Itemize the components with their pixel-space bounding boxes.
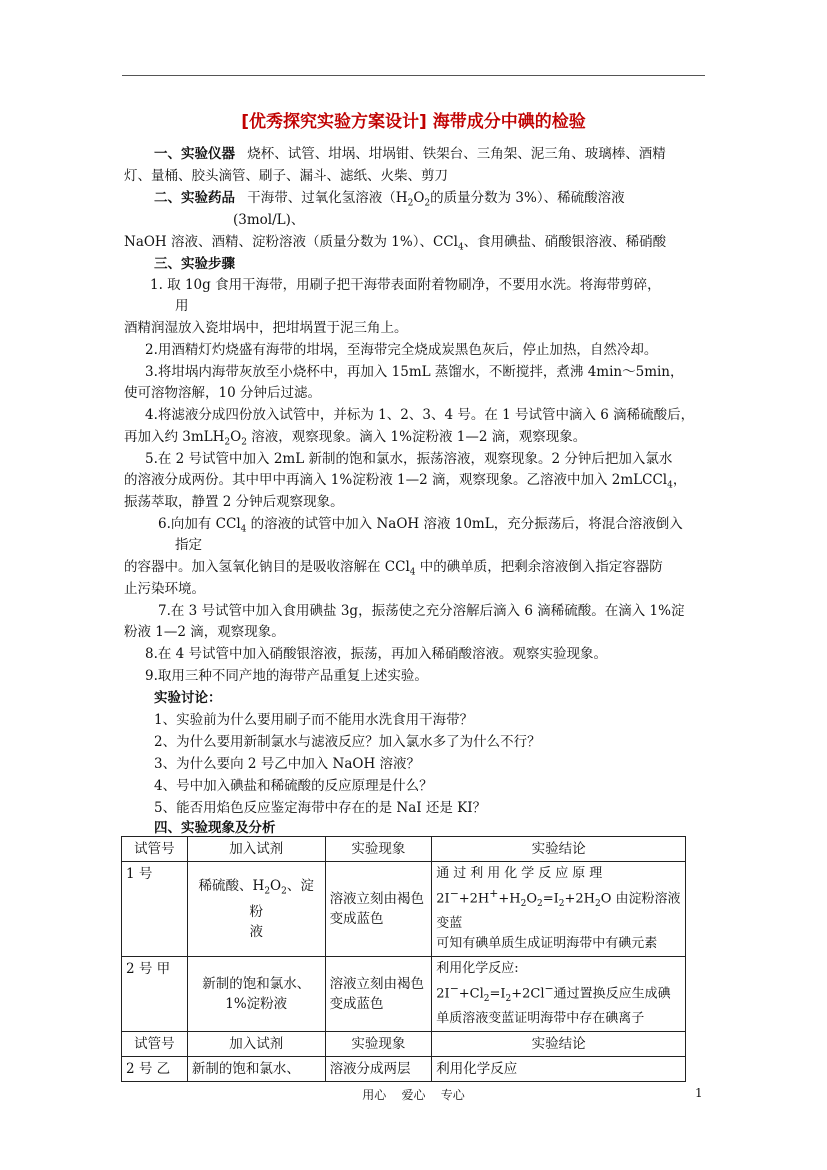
reagents-text: 干海带、过氧化氢溶液（$H_2O_2$的质量分数为 3%）、稀硫酸溶液 (247, 190, 625, 209)
step-1-cont: 用 (175, 298, 189, 314)
step-1: 1. 取 10g 食用干海带，用刷子把干海带表面附着物刷净，不要用水洗。将海带剪碎， (150, 277, 661, 293)
step-5-cont: 的溶液分成两份。其中甲中再滴入 1%淀粉液 1—2 滴，观察现象。乙溶液中加入 2mLCCl$_4$， (124, 472, 687, 491)
discussion-heading: 实验讨论： (154, 690, 222, 706)
table-header: 实验现象 (325, 1031, 432, 1056)
table-header-row (122, 837, 686, 862)
step-6: 6.向加有 CCl$_4$ 的溶液的试管中加入 NaOH 溶液 10mL，充分振荡后，将混合溶液倒入 (158, 516, 683, 535)
step-9: 9.取用三种不同产地的海带产品重复上述实验。 (145, 668, 428, 684)
step-2: 2.用酒精灯灼烧盛有海带的坩埚，至海带完全烧成炭黑色灰后，停止加热，自然冷却。 (145, 342, 658, 358)
table-header: 加入试剂 (187, 1031, 325, 1056)
table-cell: 新制的饱和氯水、1%淀粉液 (187, 956, 325, 1031)
reagents-text-cont2: NaOH 溶液、酒精、淀粉溶液（质量分数为 1%）、CCl$_4$、食用碘盐、硝酸银溶液、稀硝酸 (124, 234, 667, 253)
question-4: 4、号中加入碘盐和稀硫酸的反应原理是什么？ (154, 778, 433, 794)
section-heading-analysis: 四、实验现象及分析 (154, 820, 276, 836)
step-7: 7.在 3 号试管中加入食用碘盐 3g，振荡使之充分溶解后滴入 6 滴稀硫酸。在滴入 1%淀 (158, 603, 685, 619)
step-6-cont2: 的容器中。加入氢氧化钠目的是吸收溶解在 CCl$_4$ 中的碘单质，把剩余溶液倒入指定容器防 (124, 559, 663, 578)
section-heading-steps: 三、实验步骤 (154, 256, 235, 272)
question-2: 2、为什么要用新制氯水与滤液反应？加入氯水多了为什么不行？ (154, 734, 541, 750)
results-table (121, 836, 686, 1082)
step-3-cont: 使可溶物溶解，10 分钟后过滤。 (124, 385, 321, 401)
table-cell: 通过利用化学反应原理 $2I^-+2H^++H_2O_2=I_2+2H_2O$ 由淀粉溶液变蓝 可知有碘单质生成证明海带中有碘元素 (432, 862, 686, 957)
page-number: 1 (695, 1086, 703, 1100)
step-5-cont2: 振荡萃取，静置 2 分钟后观察现象。 (124, 494, 344, 510)
section-heading: 一、实验仪器 (154, 146, 235, 162)
table-cell: 溶液分成两层 (325, 1056, 432, 1081)
question-1: 1、实验前为什么要用刷子而不能用水洗食用干海带？ (154, 712, 474, 728)
header-rule (122, 75, 705, 76)
question-3: 3、为什么要向 2 号乙中加入 NaOH 溶液？ (154, 756, 421, 772)
step-1-cont2: 酒精润湿放入瓷坩埚中，把坩埚置于泥三角上。 (124, 320, 408, 336)
step-8: 8.在 4 号试管中加入硝酸银溶液，振荡，再加入稀硝酸溶液。观察实验现象。 (145, 646, 608, 662)
section-instruments (154, 145, 666, 163)
step-4-cont: 再加入约 $3mLH_2O_2$ 溶液，观察现象。滴入 1%淀粉液 1—2 滴，观察现象。 (124, 429, 587, 448)
table-header: 试管号 (122, 837, 188, 862)
question-5: 5、能否用焰色反应鉴定海带中存在的是 NaI 还是 KI？ (154, 800, 487, 816)
table-header-row (122, 1031, 686, 1056)
table-cell: 2 号 乙 (122, 1056, 188, 1081)
table-cell: 新制的饱和氯水、 (187, 1056, 325, 1081)
footer-motto: 用心 爱心 专心 (362, 1088, 465, 1102)
table-cell: 利用化学反应: $2I^-+Cl_2=I_2+2Cl^-$通过置换反应生成碘 单质溶液变蓝证明海带中存在碘离子 (432, 956, 686, 1031)
table-row (122, 862, 686, 957)
step-5: 5.在 2 号试管中加入 2mL 新制的饱和氯水，振荡溶液，观察现象。2 分钟后把加入氯水 (145, 451, 673, 467)
table-header: 加入试剂 (187, 837, 325, 862)
table-header: 实验现象 (325, 837, 432, 862)
table-header: 实验结论 (432, 1031, 686, 1056)
instruments-text-cont: 灯、量桶、胶头滴管、刷子、漏斗、滤纸、火柴、剪刀 (124, 168, 448, 184)
step-4: 4.将滤液分成四份放入试管中，并标为 1、2、3、4 号。在 1 号试管中滴入 6 滴稀硫酸后， (145, 407, 695, 423)
table-cell: 2 号 甲 (122, 956, 188, 1031)
instruments-text: 烧杯、试管、坩埚、坩埚钳、铁架台、三角架、泥三角、玻璃棒、酒精 (247, 146, 666, 162)
step-6-cont: 指定 (175, 537, 202, 553)
step-7-cont: 粉液 1—2 滴，观察现象。 (124, 624, 285, 640)
table-row (122, 1056, 686, 1081)
table-cell: 利用化学反应 (432, 1056, 686, 1081)
table-row (122, 956, 686, 1031)
table-header: 实验结论 (432, 837, 686, 862)
table-cell: 1 号 (122, 862, 188, 957)
step-3: 3.将坩埚内海带灰放至小烧杯中，再加入 15mL 蒸馏水，不断搅拌，煮沸 4min～5min， (145, 364, 684, 380)
table-cell: 溶液立刻由褐色变成蓝色 (325, 956, 432, 1031)
table-cell: 稀硫酸、$H_2O_2$、淀粉 液 (187, 862, 325, 957)
step-6-cont3: 止污染环境。 (124, 581, 205, 597)
reagents-text-cont: (3mol/L)、 (233, 212, 305, 228)
table-cell: 溶液立刻由褐色变成蓝色 (325, 862, 432, 957)
section-reagents (154, 189, 625, 213)
page-title: [优秀探究实验方案设计] 海带成分中碘的检验 (241, 112, 586, 132)
section-heading: 二、实验药品 (154, 190, 235, 206)
table-header: 试管号 (122, 1031, 188, 1056)
